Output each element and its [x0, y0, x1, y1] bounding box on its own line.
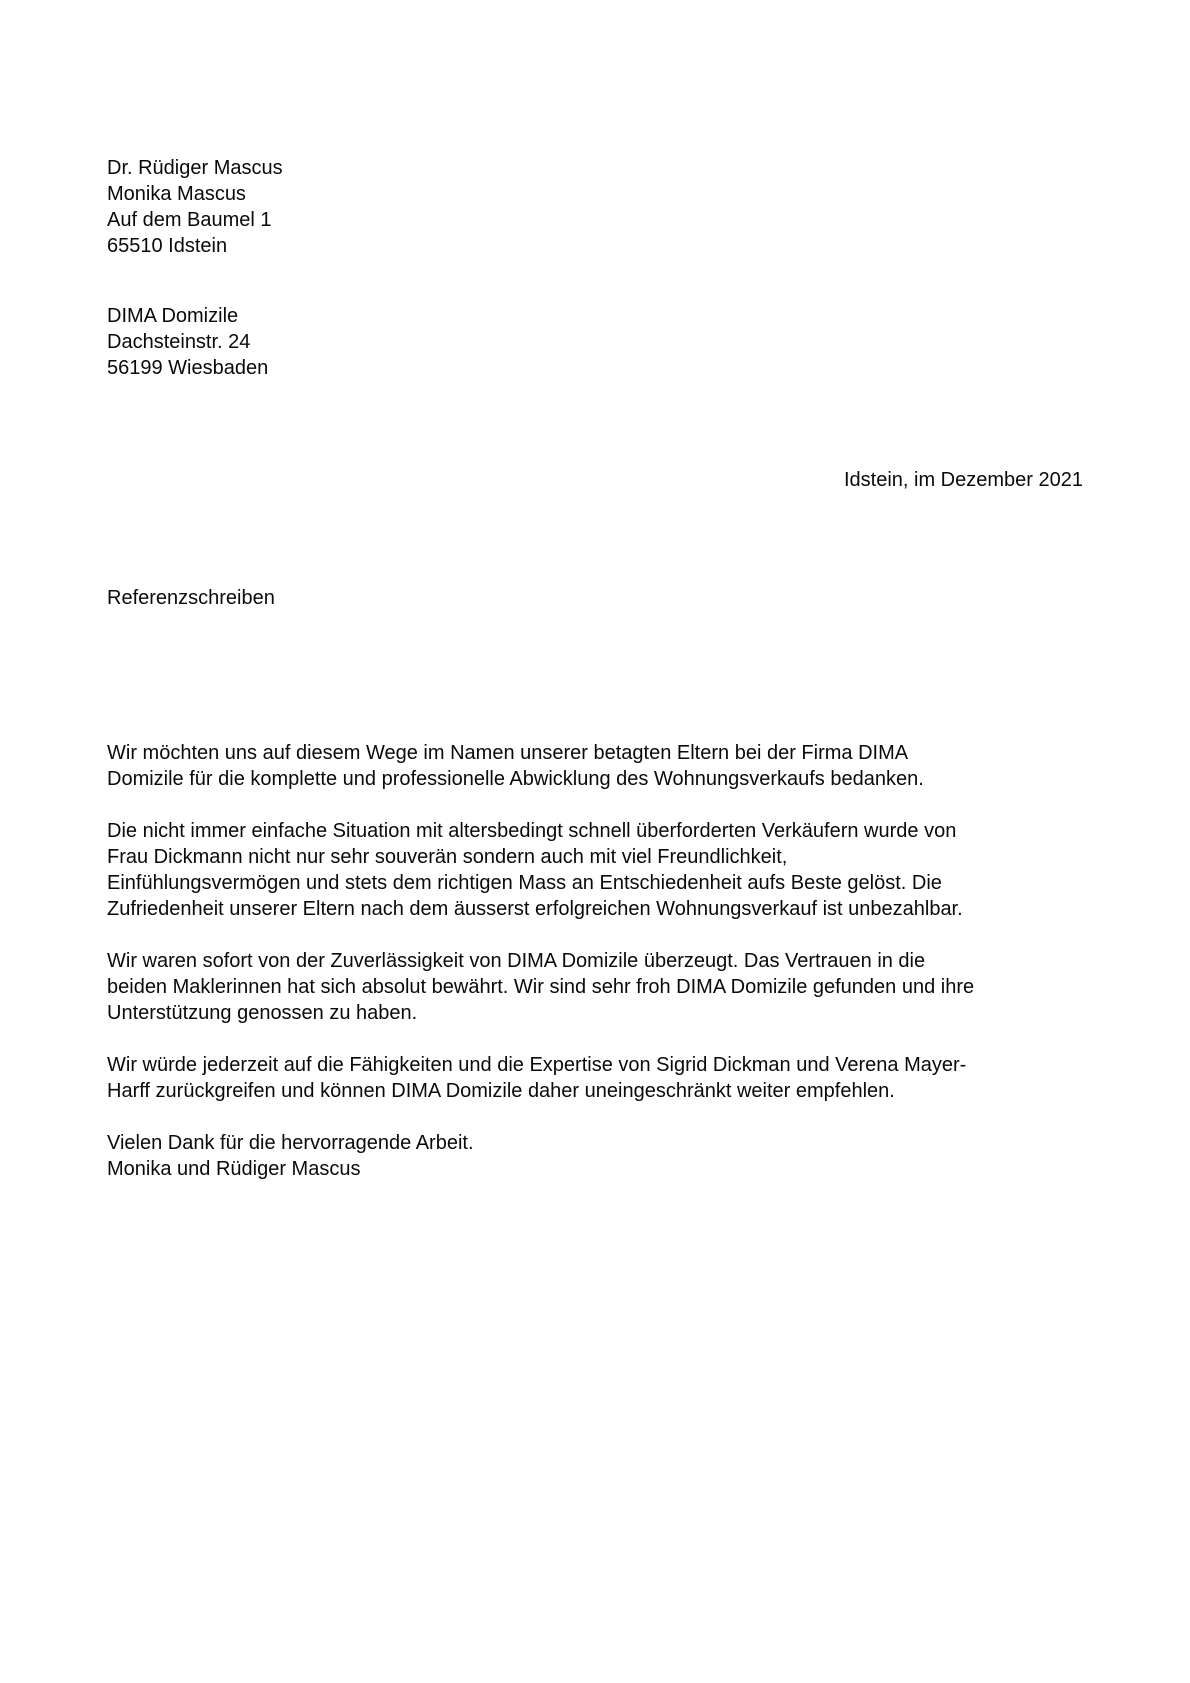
paragraph-situation [107, 818, 1083, 922]
recipient-company-line: DIMA Domizile [107, 305, 239, 327]
sender-street-line: Auf dem Baumel 1 [107, 209, 272, 231]
paragraph-line: Domizile für die komplette und professionelle Abwicklung des Wohnungsverkaufs bedanken. [107, 768, 924, 790]
paragraph-line: Unterstützung genossen zu haben. [107, 1002, 418, 1024]
paragraph-line: Harff zurückgreifen und können DIMA Domizile daher uneingeschränkt weiter empfehlen. [107, 1080, 895, 1102]
paragraph-line: Zufriedenheit unserer Eltern nach dem äusserst erfolgreichen Wohnungsverkauf ist unbezahlbar. [107, 898, 963, 920]
paragraph-line: Die nicht immer einfache Situation mit altersbedingt schnell überforderten Verkäufern wurde von [107, 820, 957, 842]
sender-name-line: Dr. Rüdiger Mascus [107, 157, 283, 179]
sender-address-block [107, 155, 1083, 259]
paragraph-line: Einfühlungsvermögen und stets dem richtigen Mass an Entschiedenheit aufs Beste gelöst. Die [107, 872, 942, 894]
sender-name-line-2: Monika Mascus [107, 183, 246, 205]
recipient-street-line: Dachsteinstr. 24 [107, 331, 251, 353]
paragraph-trust [107, 948, 1083, 1026]
date-line: Idstein, im Dezember 2021 [843, 469, 1083, 491]
paragraph-line: Wir waren sofort von der Zuverlässigkeit von DIMA Domizile überzeugt. Das Vertrauen in die [107, 950, 926, 972]
closing-signature-line: Monika und Rüdiger Mascus [107, 1158, 361, 1180]
closing-thanks-line: Vielen Dank für die hervorragende Arbeit. [107, 1132, 474, 1154]
paragraph-thanks [107, 740, 1083, 792]
subject-line: Referenzschreiben [107, 587, 275, 609]
paragraph-line: Wir würde jederzeit auf die Fähigkeiten und die Expertise von Sigrid Dickman und Verena Mayer- [107, 1054, 967, 1076]
recipient-city-line: 56199 Wiesbaden [107, 357, 269, 379]
letter-content [107, 0, 1083, 1182]
paragraph-line: beiden Maklerinnen hat sich absolut bewährt. Wir sind sehr froh DIMA Domizile gefunden und ihre [107, 976, 975, 998]
recipient-address-block [107, 303, 1083, 381]
paragraph-line: Frau Dickmann nicht nur sehr souverän sondern auch mit viel Freundlichkeit, [107, 846, 788, 868]
paragraph-recommendation [107, 1052, 1083, 1104]
sender-city-line: 65510 Idstein [107, 235, 228, 257]
closing-block [107, 1130, 1083, 1182]
paragraph-line: Wir möchten uns auf diesem Wege im Namen unserer betagten Eltern bei der Firma DIMA [107, 742, 909, 764]
